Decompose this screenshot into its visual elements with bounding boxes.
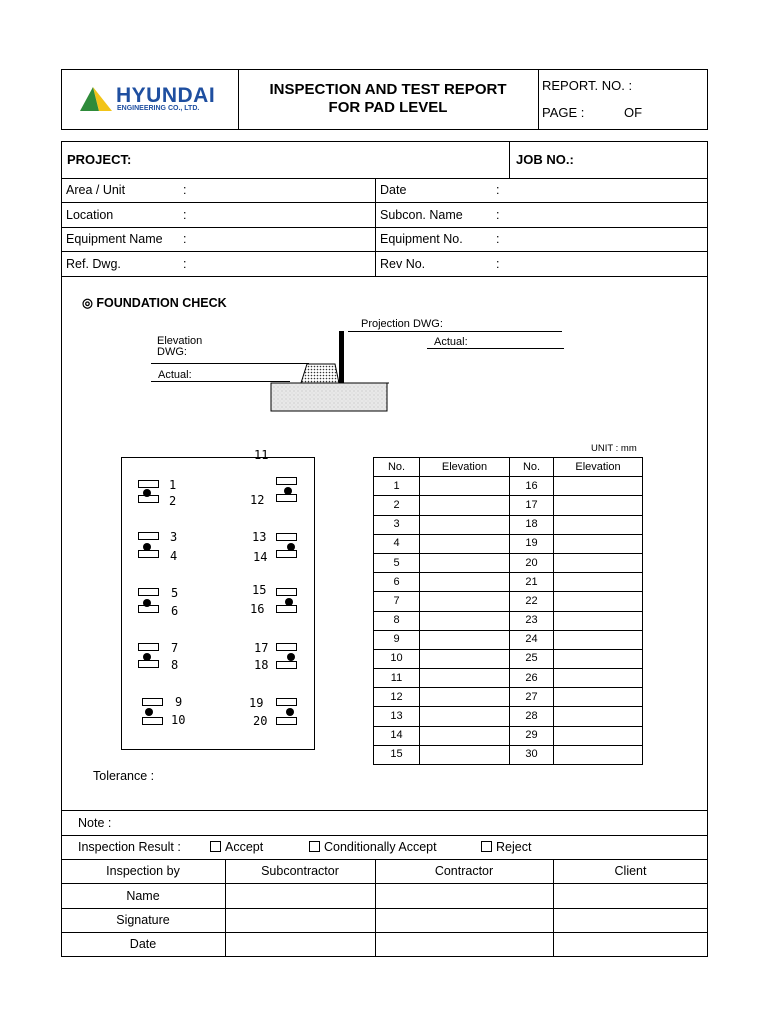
row-no: 23 bbox=[510, 611, 554, 630]
pad-label: 6 bbox=[171, 604, 179, 618]
table-row bbox=[374, 573, 643, 592]
reject-option[interactable] bbox=[481, 841, 531, 854]
row-no: 20 bbox=[510, 553, 554, 572]
conditionally-accept-option[interactable] bbox=[309, 841, 437, 854]
elevation-cell[interactable] bbox=[554, 515, 643, 534]
row-no: 10 bbox=[374, 649, 420, 668]
pad-label: 5 bbox=[171, 586, 179, 600]
anchor-bolt-icon bbox=[143, 599, 151, 607]
colon: : bbox=[496, 232, 500, 246]
foundation-check-heading: ◎ FOUNDATION CHECK bbox=[82, 296, 227, 310]
projection-dwg-label: Projection DWG: bbox=[361, 318, 443, 330]
company-sub: ENGINEERING CO., LTD. bbox=[117, 105, 200, 112]
row-no: 9 bbox=[374, 630, 420, 649]
pad-18 bbox=[276, 661, 297, 669]
table-row bbox=[374, 726, 643, 745]
pad-3 bbox=[138, 532, 159, 540]
pad-20 bbox=[276, 717, 297, 725]
accept-option[interactable] bbox=[210, 841, 263, 854]
row-no: 27 bbox=[510, 688, 554, 707]
pad-label: 2 bbox=[169, 494, 177, 508]
anchor-bolt-icon bbox=[287, 543, 295, 551]
actual-left-label: Actual: bbox=[158, 369, 192, 381]
elevation-cell[interactable] bbox=[554, 726, 643, 745]
row-no: 30 bbox=[510, 745, 554, 764]
inspection-result-label: Inspection Result : bbox=[78, 840, 181, 854]
name-row-label: Name bbox=[126, 889, 160, 903]
report-title-line2: FOR PAD LEVEL bbox=[328, 99, 448, 116]
conditionally-accept-checkbox[interactable] bbox=[309, 841, 320, 852]
tolerance-label: Tolerance : bbox=[93, 769, 155, 783]
pad-19 bbox=[276, 698, 297, 706]
anchor-bolt-icon bbox=[143, 653, 151, 661]
pad-label: 11 bbox=[254, 448, 269, 462]
elevation-cell[interactable] bbox=[554, 611, 643, 630]
row-line bbox=[61, 859, 708, 860]
pad-16 bbox=[276, 605, 297, 613]
table-row bbox=[374, 611, 643, 630]
concrete-base bbox=[271, 383, 387, 411]
anchor-bolt-icon bbox=[145, 708, 153, 716]
pad-15 bbox=[276, 588, 297, 596]
pad-11 bbox=[276, 477, 297, 485]
pad-label: 7 bbox=[171, 641, 179, 655]
row-no: 18 bbox=[510, 515, 554, 534]
project-label: PROJECT: bbox=[67, 152, 132, 167]
elevation-cell[interactable] bbox=[420, 669, 510, 688]
row-line bbox=[61, 276, 708, 277]
pad-label: 13 bbox=[252, 530, 267, 544]
row-no: 1 bbox=[374, 477, 420, 496]
row-no: 17 bbox=[510, 496, 554, 515]
contractor-header: Contractor bbox=[434, 864, 494, 878]
row-no: 5 bbox=[374, 553, 420, 572]
area-unit-label: Area / Unit bbox=[66, 183, 126, 197]
elevation-cell[interactable] bbox=[420, 726, 510, 745]
elevation-label: Elevation bbox=[157, 335, 203, 347]
elevation-cell[interactable] bbox=[420, 611, 510, 630]
equipment-name-label: Equipment Name bbox=[66, 232, 163, 246]
report-no-label: REPORT. NO. : bbox=[542, 78, 633, 93]
elevation-cell[interactable] bbox=[554, 573, 643, 592]
row-no: 3 bbox=[374, 515, 420, 534]
reject-checkbox[interactable] bbox=[481, 841, 492, 852]
elevation-cell[interactable] bbox=[554, 477, 643, 496]
pad-5 bbox=[138, 588, 159, 596]
elevation-cell[interactable] bbox=[554, 669, 643, 688]
pad-label: 1 bbox=[169, 478, 177, 492]
grout-pad bbox=[301, 364, 339, 383]
elevation-cell[interactable] bbox=[554, 745, 643, 764]
pad-label: 19 bbox=[249, 696, 264, 710]
location-label: Location bbox=[66, 208, 114, 222]
job-no-label: JOB NO.: bbox=[516, 152, 574, 167]
row-no: 6 bbox=[374, 573, 420, 592]
table-row bbox=[374, 669, 643, 688]
table-row bbox=[374, 496, 643, 515]
elevation-cell[interactable] bbox=[420, 573, 510, 592]
anchor-bolt-icon bbox=[143, 489, 151, 497]
row-no: 21 bbox=[510, 573, 554, 592]
pad-label: 4 bbox=[170, 549, 178, 563]
subcontractor-header: Subcontractor bbox=[261, 864, 339, 878]
elevation-cell[interactable] bbox=[554, 688, 643, 707]
equipment-no-label: Equipment No. bbox=[380, 232, 463, 246]
row-no: 13 bbox=[374, 707, 420, 726]
row-no: 19 bbox=[510, 534, 554, 553]
pad-1 bbox=[138, 480, 159, 488]
elevation-cell[interactable] bbox=[554, 649, 643, 668]
pad-8 bbox=[138, 660, 159, 668]
colon: : bbox=[496, 183, 500, 197]
ref-dwg-label: Ref. Dwg. bbox=[66, 257, 121, 271]
pad-label: 17 bbox=[254, 641, 269, 655]
colon: : bbox=[183, 183, 187, 197]
pad-9 bbox=[142, 698, 163, 706]
row-line bbox=[61, 178, 708, 179]
elevation-cell[interactable] bbox=[420, 477, 510, 496]
page-label: PAGE : bbox=[542, 105, 585, 120]
col-header-no: No. bbox=[374, 458, 420, 477]
actual-right-line bbox=[427, 348, 564, 349]
divider bbox=[509, 141, 510, 178]
note-label: Note : bbox=[78, 816, 112, 830]
elevation-cell[interactable] bbox=[554, 553, 643, 572]
of-label: OF bbox=[624, 105, 643, 120]
col-header-elevation: Elevation bbox=[554, 458, 643, 477]
row-no: 29 bbox=[510, 726, 554, 745]
pad-label: 14 bbox=[253, 550, 268, 564]
elevation-cell[interactable] bbox=[554, 630, 643, 649]
pad-14 bbox=[276, 550, 297, 558]
colon: : bbox=[183, 232, 187, 246]
row-line bbox=[61, 810, 708, 811]
colon: : bbox=[183, 257, 187, 271]
dwg-label: DWG: bbox=[157, 346, 187, 358]
pad-7 bbox=[138, 643, 159, 651]
logo-triangle-icon bbox=[80, 84, 114, 112]
elevation-cell[interactable] bbox=[420, 553, 510, 572]
elevation-cell[interactable] bbox=[554, 534, 643, 553]
client-header: Client bbox=[614, 864, 647, 878]
anchor-bolt-icon bbox=[287, 653, 295, 661]
row-no: 16 bbox=[510, 477, 554, 496]
elevation-cell[interactable] bbox=[554, 496, 643, 515]
date-row-label: Date bbox=[129, 937, 157, 951]
pad-label: 16 bbox=[250, 602, 265, 616]
company-logo bbox=[80, 84, 230, 114]
pad-label: 20 bbox=[253, 714, 268, 728]
table-row bbox=[374, 477, 643, 496]
row-no: 26 bbox=[510, 669, 554, 688]
row-line bbox=[61, 202, 708, 203]
table-row bbox=[374, 515, 643, 534]
table-row bbox=[374, 630, 643, 649]
report-title-line1: INSPECTION AND TEST REPORT bbox=[269, 81, 507, 98]
anchor-bolt-icon bbox=[143, 543, 151, 551]
row-line bbox=[61, 835, 708, 836]
table-row bbox=[374, 649, 643, 668]
subcon-name-label: Subcon. Name bbox=[380, 208, 463, 222]
conditionally-accept-label: Conditionally Accept bbox=[324, 840, 437, 854]
accept-checkbox[interactable] bbox=[210, 841, 221, 852]
col-header-no: No. bbox=[510, 458, 554, 477]
pad-17 bbox=[276, 643, 297, 651]
elevation-cell[interactable] bbox=[420, 707, 510, 726]
row-line bbox=[61, 932, 708, 933]
table-row bbox=[374, 592, 643, 611]
table-row bbox=[374, 745, 643, 764]
pad-4 bbox=[138, 550, 159, 558]
elevation-cell[interactable] bbox=[554, 707, 643, 726]
signature-row-label: Signature bbox=[116, 913, 170, 927]
table-header-row bbox=[374, 458, 643, 477]
divider bbox=[538, 69, 539, 130]
date-label: Date bbox=[380, 183, 407, 197]
accept-label: Accept bbox=[225, 840, 264, 854]
row-no: 14 bbox=[374, 726, 420, 745]
table-row bbox=[374, 688, 643, 707]
pad-label: 12 bbox=[250, 493, 265, 507]
row-no: 15 bbox=[374, 745, 420, 764]
company-name: HYUNDAI bbox=[116, 84, 216, 107]
row-no: 24 bbox=[510, 630, 554, 649]
table-row bbox=[374, 534, 643, 553]
pad-label: 9 bbox=[175, 695, 183, 709]
row-line bbox=[61, 883, 708, 884]
row-no: 4 bbox=[374, 534, 420, 553]
row-line bbox=[61, 908, 708, 909]
row-no: 22 bbox=[510, 592, 554, 611]
elevation-cell[interactable] bbox=[420, 688, 510, 707]
row-no: 25 bbox=[510, 649, 554, 668]
foundation-diagram bbox=[265, 326, 395, 416]
unit-label: UNIT : mm bbox=[591, 443, 637, 454]
row-line bbox=[61, 227, 708, 228]
anchor-bolt-icon bbox=[284, 487, 292, 495]
elevation-cell[interactable] bbox=[420, 592, 510, 611]
inspection-by-header: Inspection by bbox=[106, 864, 180, 878]
row-no: 7 bbox=[374, 592, 420, 611]
row-no: 12 bbox=[374, 688, 420, 707]
table-row bbox=[374, 553, 643, 572]
pad-label: 18 bbox=[254, 658, 269, 672]
elevation-cell[interactable] bbox=[420, 534, 510, 553]
pad-label: 15 bbox=[252, 583, 267, 597]
row-no: 28 bbox=[510, 707, 554, 726]
elevation-table bbox=[373, 457, 643, 765]
pad-10 bbox=[142, 717, 163, 725]
anchor-bolt-icon bbox=[286, 708, 294, 716]
pad-12 bbox=[276, 494, 297, 502]
colon: : bbox=[183, 208, 187, 222]
actual-right-label: Actual: bbox=[434, 336, 468, 348]
elevation-cell[interactable] bbox=[420, 649, 510, 668]
row-no: 2 bbox=[374, 496, 420, 515]
table-row bbox=[374, 707, 643, 726]
elevation-cell[interactable] bbox=[420, 496, 510, 515]
pad-label: 10 bbox=[171, 713, 186, 727]
rev-no-label: Rev No. bbox=[380, 257, 426, 271]
colon: : bbox=[496, 208, 500, 222]
pad-label: 8 bbox=[171, 658, 179, 672]
elevation-cell[interactable] bbox=[420, 745, 510, 764]
row-no: 8 bbox=[374, 611, 420, 630]
pad-label: 3 bbox=[170, 530, 178, 544]
pad-13 bbox=[276, 533, 297, 541]
elevation-cell[interactable] bbox=[554, 592, 643, 611]
row-line bbox=[61, 251, 708, 252]
elevation-cell[interactable] bbox=[420, 630, 510, 649]
anchor-bolt bbox=[339, 331, 344, 383]
row-no: 11 bbox=[374, 669, 420, 688]
anchor-bolt-icon bbox=[285, 598, 293, 606]
reject-label: Reject bbox=[496, 840, 532, 854]
colon: : bbox=[496, 257, 500, 271]
elevation-cell[interactable] bbox=[420, 515, 510, 534]
col-header-elevation: Elevation bbox=[420, 458, 510, 477]
